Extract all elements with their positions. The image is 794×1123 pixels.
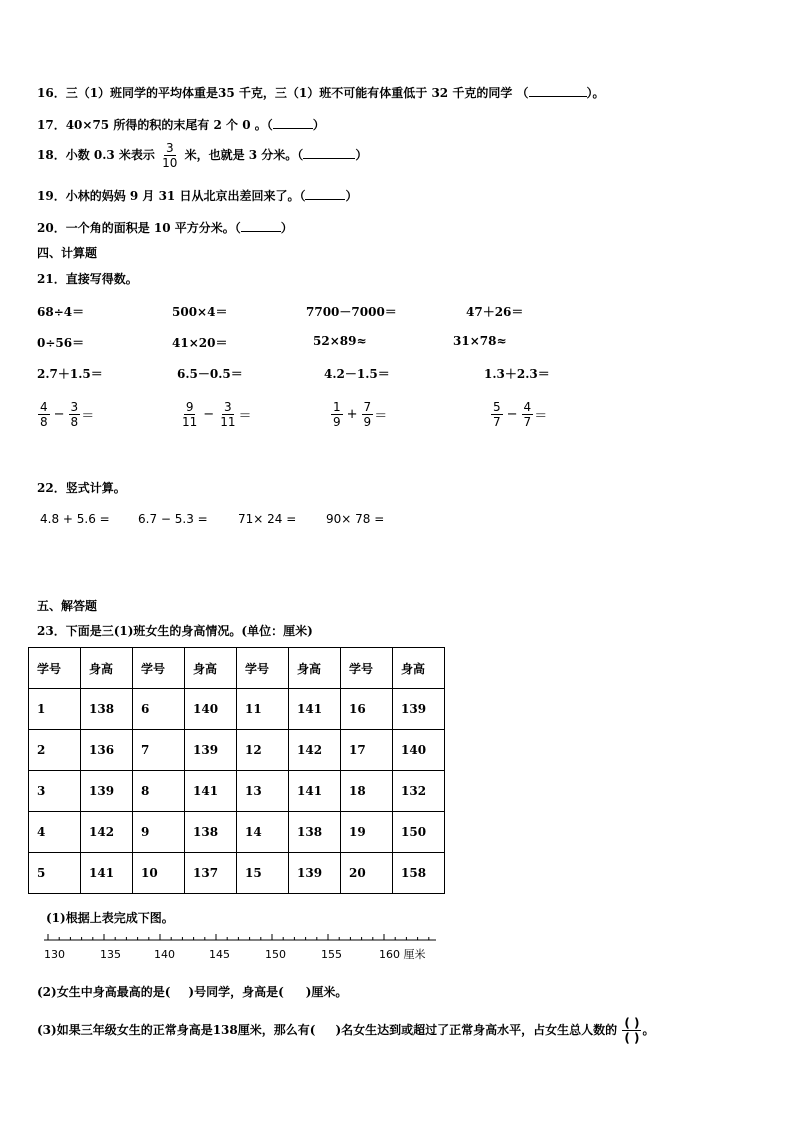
answer-fraction[interactable]: $\frac{( )}{( )}$ xyxy=(624,1016,640,1045)
table-cell: 139 xyxy=(185,730,237,771)
calc-item: 6.5－0.5＝ xyxy=(177,367,243,381)
table-cell: 140 xyxy=(185,689,237,730)
table-cell: 158 xyxy=(393,853,445,894)
table-cell: 5 xyxy=(29,853,81,894)
table-cell: 9 xyxy=(133,812,185,853)
question-19: 19．小林的妈妈 9 月 31 日从北京出差回来了。（ ） xyxy=(37,189,358,203)
ruler-ticks xyxy=(48,934,429,940)
table-cell: 6 xyxy=(133,689,185,730)
fraction: $\frac{3}{10}$ xyxy=(162,141,178,170)
table-header-cell: 身高 xyxy=(185,648,237,689)
fraction-expression: $\frac{9}{11}$ − $\frac{3}{11}$ ＝ xyxy=(182,400,252,429)
question-21: 21．直接写得数。 xyxy=(37,272,138,286)
calc-item: 1.3＋2.3＝ xyxy=(484,367,550,381)
table-cell: 150 xyxy=(393,812,445,853)
section-title-calculation: 四、计算题 xyxy=(37,246,98,260)
sub-question-2: (2)女生中身高最高的是( )号同学，身高是( )厘米。 xyxy=(37,985,348,999)
question-18: 18．小数 0.3 米表示 $\frac{3}{10}$ 米，也就是 3 分米。（ ） xyxy=(37,141,368,170)
table-cell: 140 xyxy=(393,730,445,771)
table-cell: 142 xyxy=(81,812,133,853)
table-header-cell: 身高 xyxy=(81,648,133,689)
table-cell: 4 xyxy=(29,812,81,853)
fraction-expression: $\frac{1}{9}$ + $\frac{7}{9}$ ＝ xyxy=(333,400,388,429)
table-header-cell: 学号 xyxy=(341,648,393,689)
table-cell: 142 xyxy=(289,730,341,771)
table-row xyxy=(29,771,445,812)
table-cell: 16 xyxy=(341,689,393,730)
table-cell: 15 xyxy=(237,853,289,894)
sub-question-1: (1)根据上表完成下图。 xyxy=(46,911,174,925)
answer-blank[interactable] xyxy=(303,146,355,159)
answer-blank[interactable] xyxy=(241,219,281,232)
table-cell: 141 xyxy=(289,771,341,812)
answer-blank[interactable] xyxy=(305,187,345,200)
answer-blank[interactable] xyxy=(529,84,587,97)
table-header-cell: 身高 xyxy=(393,648,445,689)
ruler-label: 150 xyxy=(265,948,286,961)
ruler-label: 140 xyxy=(154,948,175,961)
table-cell: 141 xyxy=(81,853,133,894)
calc-item: 52×89≈ xyxy=(313,334,367,348)
table-cell: 14 xyxy=(237,812,289,853)
number-line-ruler xyxy=(40,928,440,968)
calc-item: 68÷4＝ xyxy=(37,305,85,319)
table-cell: 139 xyxy=(289,853,341,894)
ruler-label: 155 xyxy=(321,948,342,961)
table-cell: 138 xyxy=(289,812,341,853)
table-cell: 138 xyxy=(185,812,237,853)
table-cell: 17 xyxy=(341,730,393,771)
table-cell: 3 xyxy=(29,771,81,812)
calc-item: 2.7＋1.5＝ xyxy=(37,367,103,381)
table-cell: 8 xyxy=(133,771,185,812)
calc-item: 7700－7000＝ xyxy=(306,305,397,319)
question-23: 23．下面是三(1)班女生的身高情况。(单位：厘米) xyxy=(37,624,313,638)
height-table xyxy=(28,647,445,894)
question-20: 20．一个角的面积是 10 平方分米。（ ） xyxy=(37,221,293,235)
fraction-expression: $\frac{4}{8}$ − $\frac{3}{8}$ ＝ xyxy=(40,400,95,429)
vertical-calc-item: 4.8 + 5.6 = xyxy=(40,512,110,526)
calc-item: 4.2－1.5＝ xyxy=(324,367,390,381)
calc-item: 500×4＝ xyxy=(172,305,228,319)
table-cell: 18 xyxy=(341,771,393,812)
table-row xyxy=(29,853,445,894)
vertical-calc-item: 71× 24 = xyxy=(238,512,297,526)
table-cell: 10 xyxy=(133,853,185,894)
vertical-calc-item: 90× 78 = xyxy=(326,512,385,526)
answer-blank[interactable] xyxy=(273,116,313,129)
table-row xyxy=(29,689,445,730)
table-row xyxy=(29,730,445,771)
calc-item: 41×20＝ xyxy=(172,336,228,350)
table-cell: 13 xyxy=(237,771,289,812)
fraction-expression: $\frac{5}{7}$ − $\frac{4}{7}$ ＝ xyxy=(493,400,548,429)
table-cell: 141 xyxy=(185,771,237,812)
table-header-cell: 学号 xyxy=(29,648,81,689)
table-cell: 7 xyxy=(133,730,185,771)
table-header-cell: 身高 xyxy=(289,648,341,689)
table-cell: 137 xyxy=(185,853,237,894)
vertical-calc-item: 6.7 − 5.3 = xyxy=(138,512,208,526)
table-header-cell: 学号 xyxy=(237,648,289,689)
ruler-label: 160 厘米 xyxy=(379,948,426,961)
calc-item: 0÷56＝ xyxy=(37,336,85,350)
table-row xyxy=(29,812,445,853)
calc-item: 31×78≈ xyxy=(453,334,507,348)
table-cell: 136 xyxy=(81,730,133,771)
table-cell: 139 xyxy=(81,771,133,812)
ruler-label: 135 xyxy=(100,948,121,961)
table-cell: 20 xyxy=(341,853,393,894)
table-cell: 141 xyxy=(289,689,341,730)
ruler-label: 130 xyxy=(44,948,65,961)
sub-question-3: (3)如果三年级女生的正常身高是138厘米，那么有( )名女生达到或超过了正常身高水平，占女生总人数的 $\frac{( )}{( )}$ 。 xyxy=(37,1016,655,1045)
table-cell: 1 xyxy=(29,689,81,730)
question-17: 17．40×75 所得的积的末尾有 2 个 0 。（ ） xyxy=(37,118,325,132)
question-22: 22．竖式计算。 xyxy=(37,481,126,495)
calc-item: 47＋26＝ xyxy=(466,305,524,319)
section-title-answers: 五、解答题 xyxy=(37,599,98,613)
table-header-row xyxy=(29,648,445,689)
table-cell: 12 xyxy=(237,730,289,771)
table-header-cell: 学号 xyxy=(133,648,185,689)
table-cell: 139 xyxy=(393,689,445,730)
table-cell: 132 xyxy=(393,771,445,812)
ruler-label: 145 xyxy=(209,948,230,961)
table-cell: 19 xyxy=(341,812,393,853)
table-cell: 138 xyxy=(81,689,133,730)
table-cell: 2 xyxy=(29,730,81,771)
table-cell: 11 xyxy=(237,689,289,730)
question-16: 16．三（1）班同学的平均体重是35 千克，三（1）班不可能有体重低于 32 千克的同学 （ ）。 xyxy=(37,86,605,100)
